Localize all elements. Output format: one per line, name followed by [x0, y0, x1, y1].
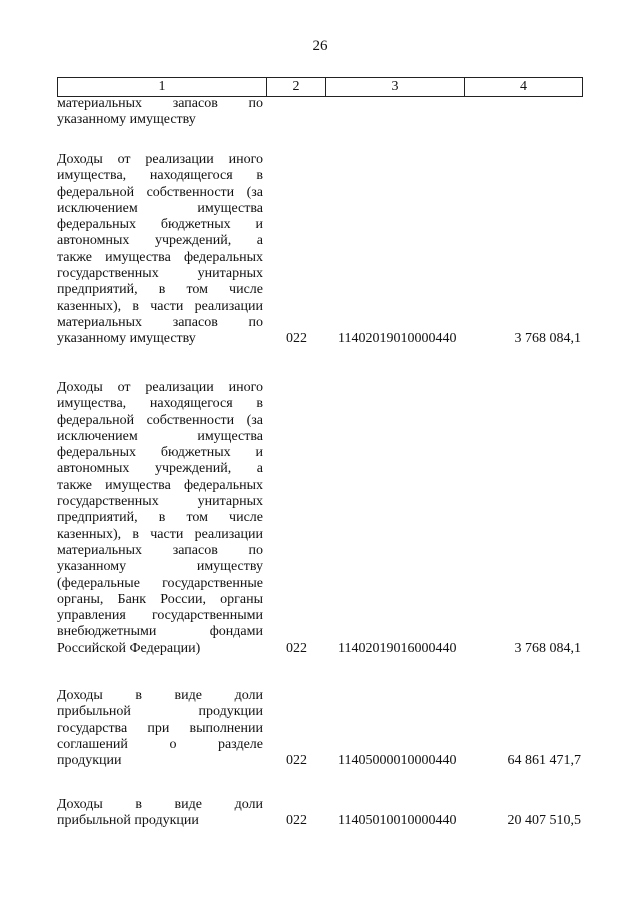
description-line: внебюджетными фондами — [57, 624, 263, 640]
description-line: (федеральные государственные — [57, 575, 263, 591]
description-line: указанному имуществу — [57, 112, 196, 128]
description-line: федеральных бюджетных и — [57, 445, 263, 461]
description-line: материальных запасов по — [57, 96, 263, 111]
column-header-row — [57, 77, 583, 97]
column-header-2: 2 — [267, 78, 326, 97]
description-line: также имущества федеральных — [57, 249, 263, 265]
description-line: имущества, находящегося в — [57, 396, 263, 412]
description-line: федеральной собственности (за — [57, 412, 263, 428]
row-amount: 20 407 510,5 — [507, 813, 581, 829]
row-description — [57, 152, 263, 348]
row-description — [57, 96, 263, 129]
description-line: Доходы в виде доли — [57, 797, 263, 812]
description-line: соглашений о разделе — [57, 736, 263, 752]
row-amount: 64 861 471,7 — [507, 753, 581, 769]
row-budget-classification-code: 11402019010000440 — [338, 331, 457, 347]
description-line: Доходы в виде доли — [57, 688, 263, 703]
description-line: казенных), в части реализации — [57, 298, 263, 314]
row-admin-code: 022 — [286, 640, 307, 656]
description-line: продукции — [57, 753, 122, 769]
description-line: казенных), в части реализации — [57, 526, 263, 542]
row-budget-classification-code: 11402019016000440 — [338, 640, 457, 656]
description-line: государственных унитарных — [57, 266, 263, 282]
description-line: имущества, находящегося в — [57, 168, 263, 184]
table-row — [0, 96, 640, 129]
page-number: 26 — [312, 38, 328, 54]
row-admin-code: 022 — [286, 331, 307, 347]
column-header-4: 4 — [465, 78, 583, 97]
description-line: управления государственными — [57, 608, 263, 624]
table-row — [0, 797, 640, 830]
row-amount: 3 768 084,1 — [514, 331, 581, 347]
description-line: государственных унитарных — [57, 494, 263, 510]
row-admin-code: 022 — [286, 753, 307, 769]
row-description — [57, 688, 263, 769]
description-line: указанному имуществу — [57, 331, 196, 347]
description-line: прибыльной продукции — [57, 704, 263, 720]
description-line: материальных запасов по — [57, 314, 263, 330]
column-header-3: 3 — [326, 78, 465, 97]
column-header-1: 1 — [58, 78, 267, 97]
description-line: материальных запасов по — [57, 542, 263, 558]
row-description — [57, 797, 263, 830]
description-line: государства при выполнении — [57, 720, 263, 736]
description-line: прибыльной продукции — [57, 813, 199, 829]
row-budget-classification-code: 11405010010000440 — [338, 813, 457, 829]
description-line: Российской Федерации) — [57, 640, 201, 656]
table-row — [0, 380, 640, 657]
description-line: автономных учреждений, а — [57, 233, 263, 249]
table-row — [0, 152, 640, 348]
description-line: предприятий, в том числе — [57, 510, 263, 526]
description-line: органы, Банк России, органы — [57, 591, 263, 607]
row-budget-classification-code: 11405000010000440 — [338, 753, 457, 769]
description-line: автономных учреждений, а — [57, 461, 263, 477]
description-line: федеральных бюджетных и — [57, 217, 263, 233]
description-line: также имущества федеральных — [57, 477, 263, 493]
row-description — [57, 380, 263, 657]
description-line: Доходы от реализации иного — [57, 380, 263, 395]
row-admin-code: 022 — [286, 813, 307, 829]
description-line: исключением имущества — [57, 200, 263, 216]
description-line: указанному имуществу — [57, 559, 263, 575]
description-line: исключением имущества — [57, 428, 263, 444]
row-amount: 3 768 084,1 — [514, 640, 581, 656]
description-line: федеральной собственности (за — [57, 184, 263, 200]
description-line: Доходы от реализации иного — [57, 152, 263, 167]
table-row — [0, 688, 640, 770]
description-line: предприятий, в том числе — [57, 282, 263, 298]
